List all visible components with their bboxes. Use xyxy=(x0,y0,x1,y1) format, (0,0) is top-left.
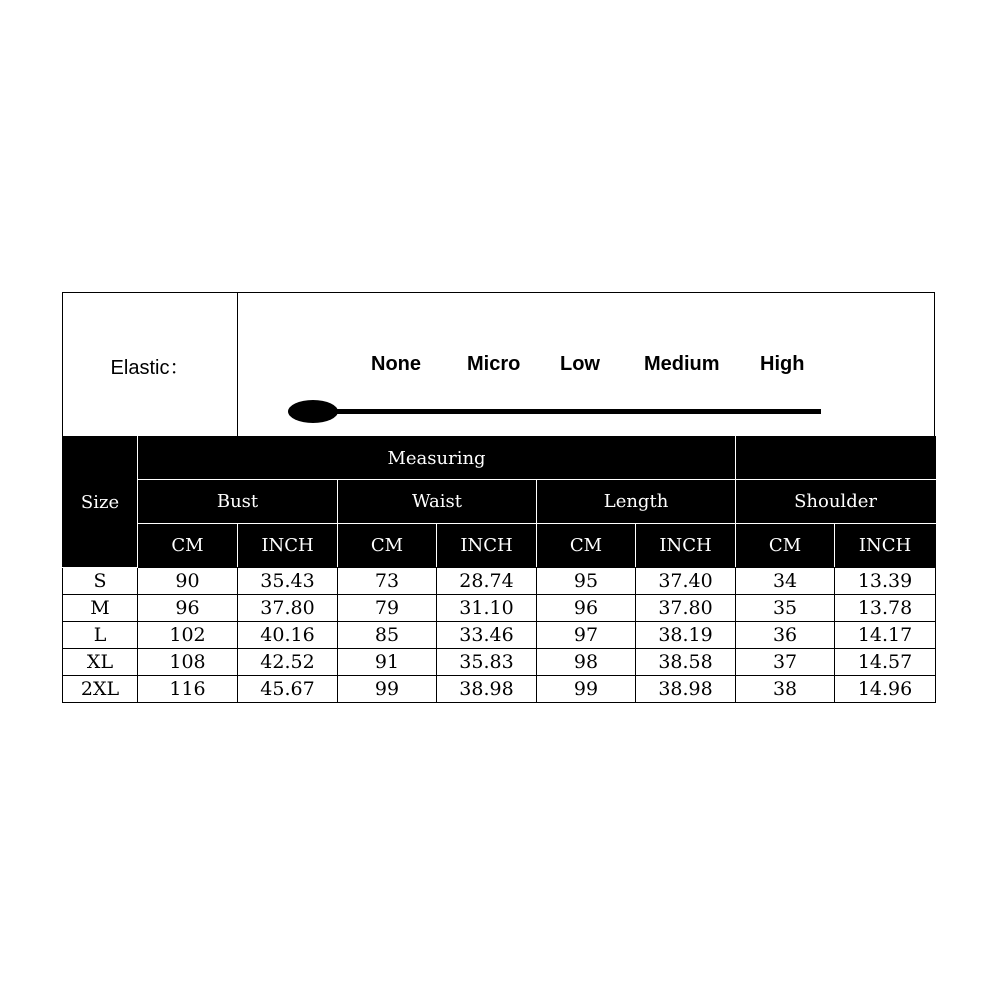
elastic-level-low: Low xyxy=(560,353,600,375)
measurement-cell: 38.98 xyxy=(437,676,537,703)
size-cell: M xyxy=(63,595,138,622)
unit-header-cm: CM xyxy=(537,524,636,568)
length-header: Length xyxy=(537,480,736,524)
measurement-cell: 116 xyxy=(138,676,238,703)
unit-header-cm: CM xyxy=(736,524,835,568)
measurement-cell: 14.96 xyxy=(835,676,936,703)
elastic-scale-indicator xyxy=(288,400,338,423)
size-header: Size xyxy=(63,437,138,568)
elastic-scale-line xyxy=(331,409,821,414)
measurement-cell: 96 xyxy=(537,595,636,622)
elastic-level-high: High xyxy=(760,353,805,375)
measurement-cell: 85 xyxy=(338,622,437,649)
table-row xyxy=(63,568,936,595)
size-cell: 2XL xyxy=(63,676,138,703)
measurement-cell: 38.98 xyxy=(636,676,736,703)
unit-header-cm: CM xyxy=(338,524,437,568)
measurement-cell: 14.17 xyxy=(835,622,936,649)
elastic-panel xyxy=(62,292,935,436)
measurement-cell: 28.74 xyxy=(437,568,537,595)
elastic-level-medium: Medium xyxy=(644,353,720,375)
measurement-cell: 37.80 xyxy=(636,595,736,622)
size-table-body xyxy=(63,568,936,703)
measurement-cell: 108 xyxy=(138,649,238,676)
unit-header-inch: INCH xyxy=(835,524,936,568)
shoulder-header: Shoulder xyxy=(736,480,936,524)
size-cell: L xyxy=(63,622,138,649)
measurement-cell: 38.19 xyxy=(636,622,736,649)
unit-header-cm: CM xyxy=(138,524,238,568)
measurement-cell: 102 xyxy=(138,622,238,649)
measurement-cell: 96 xyxy=(138,595,238,622)
size-cell: S xyxy=(63,568,138,595)
measurement-cell: 37.80 xyxy=(238,595,338,622)
measurement-cell: 33.46 xyxy=(437,622,537,649)
measurement-cell: 98 xyxy=(537,649,636,676)
measurement-cell: 35.43 xyxy=(238,568,338,595)
size-cell: XL xyxy=(63,649,138,676)
measurement-cell: 90 xyxy=(138,568,238,595)
table-row xyxy=(63,649,936,676)
measurement-cell: 13.39 xyxy=(835,568,936,595)
bust-header: Bust xyxy=(138,480,338,524)
table-row xyxy=(63,595,936,622)
elastic-level-micro: Micro xyxy=(467,353,521,375)
measurement-cell: 35 xyxy=(736,595,835,622)
measurement-cell: 37.40 xyxy=(636,568,736,595)
size-table xyxy=(62,436,936,703)
measurement-cell: 31.10 xyxy=(437,595,537,622)
measurement-cell: 40.16 xyxy=(238,622,338,649)
measurement-cell: 73 xyxy=(338,568,437,595)
measurement-cell: 34 xyxy=(736,568,835,595)
size-chart xyxy=(62,292,935,705)
table-row xyxy=(63,622,936,649)
measurement-cell: 45.67 xyxy=(238,676,338,703)
measurement-cell: 38 xyxy=(736,676,835,703)
measurement-cell: 99 xyxy=(537,676,636,703)
table-row xyxy=(63,676,936,703)
measurement-cell: 14.57 xyxy=(835,649,936,676)
measurement-cell: 79 xyxy=(338,595,437,622)
measurement-cell: 91 xyxy=(338,649,437,676)
measurement-cell: 37 xyxy=(736,649,835,676)
measuring-header-blank xyxy=(736,437,936,480)
unit-header-inch: INCH xyxy=(437,524,537,568)
measurement-cell: 36 xyxy=(736,622,835,649)
measurement-cell: 38.58 xyxy=(636,649,736,676)
unit-header-inch: INCH xyxy=(238,524,338,568)
elastic-label: Elastic： xyxy=(63,293,238,437)
measurement-cell: 99 xyxy=(338,676,437,703)
measurement-cell: 13.78 xyxy=(835,595,936,622)
waist-header: Waist xyxy=(338,480,537,524)
elastic-level-none: None xyxy=(371,353,421,375)
measurement-cell: 97 xyxy=(537,622,636,649)
measurement-cell: 42.52 xyxy=(238,649,338,676)
measurement-cell: 95 xyxy=(537,568,636,595)
unit-header-inch: INCH xyxy=(636,524,736,568)
measuring-header: Measuring xyxy=(138,437,736,480)
measurement-cell: 35.83 xyxy=(437,649,537,676)
